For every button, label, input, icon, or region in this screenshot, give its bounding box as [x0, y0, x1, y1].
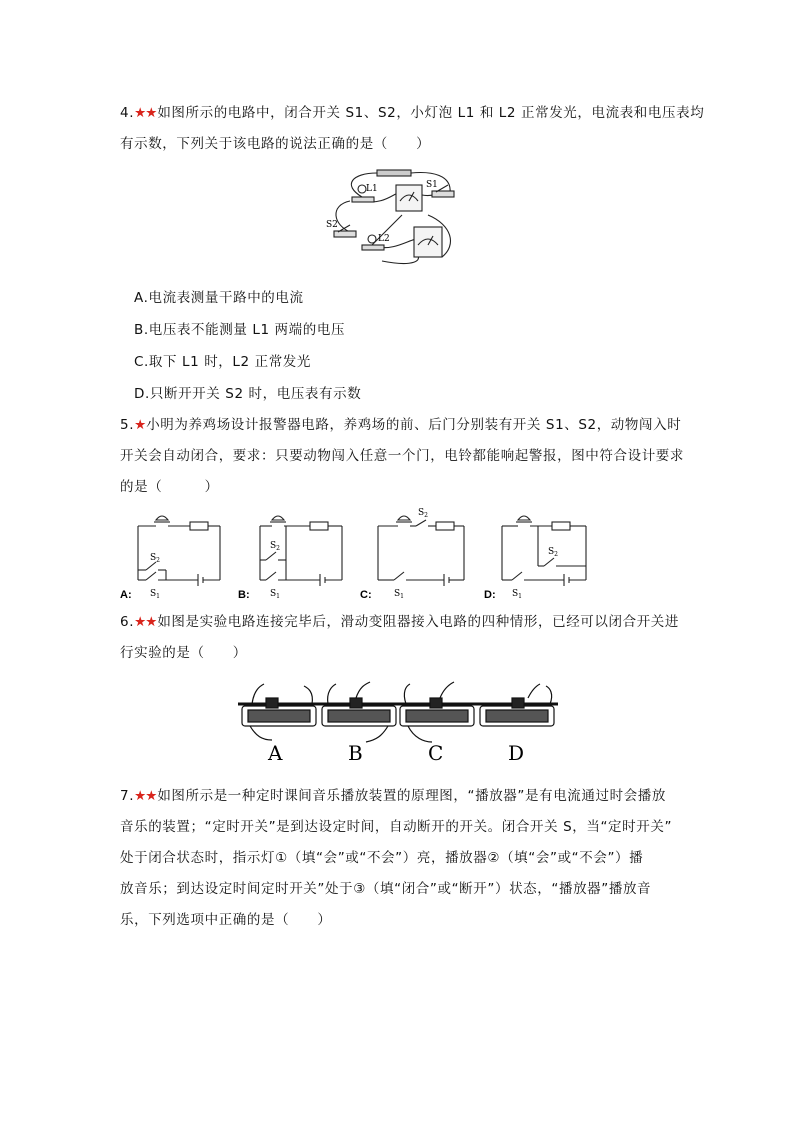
- difficulty-stars: ★★: [134, 105, 157, 121]
- q4-option-d: D.只断开开关 S2 时，电压表有示数: [134, 386, 362, 402]
- q5d-s-top: $S_2$: [548, 547, 558, 558]
- q5-figure-d: [482, 510, 602, 602]
- q5d-s-bot: $S_1$: [512, 589, 522, 600]
- q5c-letter: C:: [360, 589, 372, 601]
- q4-label-l2: L2: [378, 234, 390, 244]
- q4-label-s2: S2: [326, 220, 338, 230]
- q4-line-1: 4.★★如图所示的电路中，闭合开关 S1、S2，小灯泡 L1 和 L2 正常发光，电流表和电压表均: [120, 105, 705, 121]
- q5-figure-c: [358, 505, 483, 602]
- q6-line-2: 行实验的是（ ）: [120, 645, 247, 661]
- q6-letter-a: A: [268, 741, 283, 764]
- q4-option-c: C.取下 L1 时，L2 正常发光: [134, 354, 312, 370]
- q5c-s-bot: $S_1$: [394, 589, 404, 600]
- q7-line-1: 7.★★如图所示是一种定时课间音乐播放装置的原理图，“播放器”是有电流通过时会播放: [120, 788, 666, 804]
- q4-option-a: A.电流表测量干路中的电流: [134, 290, 304, 306]
- q4-label-s1: S1: [426, 180, 438, 190]
- q5b-letter: B:: [238, 589, 250, 601]
- q4-line-2: 有示数，下列关于该电路的说法正确的是（ ）: [120, 136, 431, 152]
- q6-letter-d: D: [508, 741, 525, 764]
- q7-line-2: 音乐的装置；“定时开关”是到达设定时间，自动断开的开关。闭合开关 S，当“定时开关”: [120, 819, 673, 835]
- q7-line-5: 乐，下列选项中正确的是（ ）: [120, 912, 332, 928]
- q5b-s-bot: $S_1$: [270, 589, 280, 600]
- q5-figure-a: [118, 510, 238, 602]
- q6-letter-b: B: [348, 741, 363, 764]
- q5-line-2: 开关会自动闭合，要求：只要动物闯入任意一个门，电铃都能响起警报，图中符合设计要求: [120, 448, 684, 464]
- q5a-s-top: $S_2$: [150, 553, 160, 564]
- q5-line-3: 的是（ ）: [120, 479, 219, 495]
- q6-letter-c: C: [428, 741, 444, 764]
- q5-line-1: 5.★小明为养鸡场设计报警器电路，养鸡场的前、后门分别装有开关 S1、S2，动物闯入时: [120, 417, 682, 433]
- q4-option-b: B.电压表不能测量 L1 两端的电压: [134, 322, 346, 338]
- difficulty-stars: ★★: [134, 788, 157, 804]
- difficulty-stars: ★: [134, 417, 146, 433]
- q5d-letter: D:: [484, 589, 496, 601]
- q5a-letter: A:: [120, 589, 132, 601]
- q5c-s-top: $S_2$: [418, 508, 428, 519]
- q5b-s-top: $S_2$: [270, 541, 280, 552]
- q4-circuit-figure: [322, 165, 467, 273]
- q7-line-4: 放音乐；到达设定时间定时开关”处于③（填“闭合”或“断开”）状态，“播放器”播放音: [120, 881, 652, 897]
- q5-figure-b: [236, 510, 356, 602]
- q7-line-3: 处于闭合状态时，指示灯①（填“会”或“不会”）亮，播放器②（填“会”或“不会”）播: [120, 850, 644, 866]
- q6-line-1: 6.★★如图是实验电路连接完毕后，滑动变阻器接入电路的四种情形，已经可以闭合开关进: [120, 614, 680, 630]
- q6-rheostat-figures: [238, 680, 558, 764]
- difficulty-stars: ★★: [134, 614, 157, 630]
- q5a-s-bot: $S_1$: [150, 589, 160, 600]
- q4-label-l1: L1: [366, 184, 378, 194]
